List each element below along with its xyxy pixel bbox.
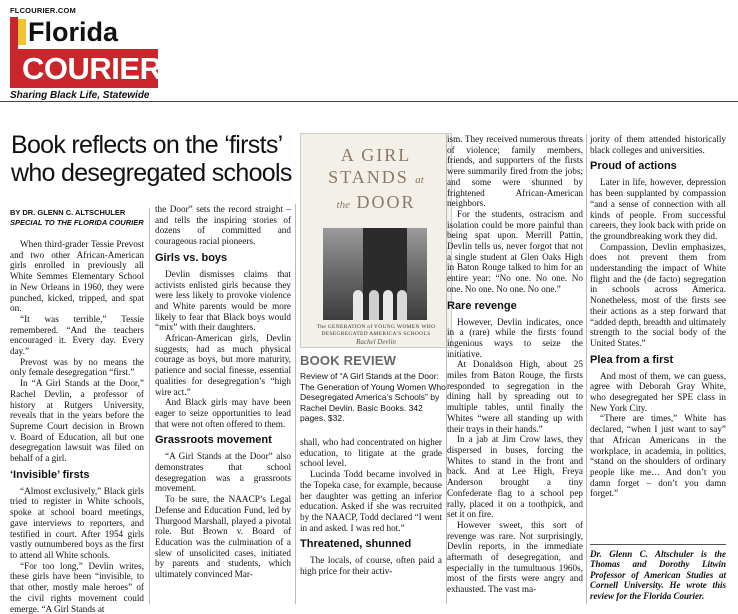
paragraph: The locals, of course, often paid a high price for their activ-: [300, 555, 442, 577]
header-rule: [0, 101, 738, 102]
cover-photo: [323, 228, 427, 320]
paragraph: the Door” sets the record straight – and tells the inspiring stories of dozens of committed and courageous racial pioneers.: [155, 204, 291, 247]
column-divider: [295, 204, 296, 604]
cover-title-word: DOOR: [356, 192, 416, 212]
book-review-info: Review of “A Girl Stands at the Door: The Generation of Young Women Who Desegregated America’s Schools” by Rachel Devlin. Basic Books. 342 pages. $32.: [300, 371, 446, 423]
subhead: ‘Invisible’ firsts: [10, 468, 90, 481]
paragraph: shall, who had concentrated on higher education, to litigate at the grade school level.: [300, 437, 442, 469]
article-column-4: [447, 134, 583, 595]
book-cover-author: Rachel Devlin: [356, 338, 396, 346]
cover-title-line: [301, 166, 451, 191]
article-column-1: [10, 208, 144, 614]
paragraph: ism. They received numerous threats of violence; family members, friends, and supporters of the firsts were summarily fired from the jobs; and some were shunned by frightened African-American neighbors.: [447, 134, 583, 209]
cover-title-line: [301, 191, 451, 216]
cover-title-word: at: [415, 174, 424, 186]
book-review-label: BOOK REVIEW: [300, 353, 397, 368]
article-column-5: [590, 134, 726, 499]
paragraph: Later in life, however, depression has been supplanted by compassion “and a sense of connection with all kinds of people. From successful careers, they look back with pride on the groundbreaking work they did.: [590, 177, 726, 241]
subhead: Proud of actions: [590, 160, 677, 173]
column-divider: [586, 134, 587, 604]
subhead: Girls vs. boys: [155, 251, 228, 264]
book-cover-subtitle: The GENERATION of YOUNG WOMEN WHO DESEGREGATED AMERICA’S SCHOOLS: [316, 324, 436, 337]
paragraph: At Donaldson High, about 25 miles from Baton Rouge, the firsts responded to segregation in the dining hall by spreading out to multiple tables, until finally the Whites “were all standing up with their trays in their hands.”: [447, 359, 583, 434]
paragraph: “It was terrible,” Tessie remembered. “And the teachers encouraged it. Every day. Every day.”: [10, 313, 144, 357]
logo-courier: COURIER: [18, 49, 158, 88]
byline: [10, 208, 144, 227]
paragraph: Devlin dismisses claims that activists enlisted girls because they were less likely to provoke violence and White parents would be more likely to fear that Black boys would “mix” with their daughters.: [155, 268, 291, 333]
cover-figure: [369, 290, 379, 320]
paragraph: “For too long,” Devlin writes, these girls have been “invisible, to that other, mostly male heroes” of the civil rights movement could emerge. “A Girl Stands at: [10, 560, 144, 614]
subhead: Threatened, shunned: [300, 538, 412, 551]
byline-author: BY DR. GLENN C. ALTSCHULER: [10, 208, 126, 217]
article-headline: Book reflects on the ‘firsts’ who desegregated schools: [11, 131, 292, 187]
logo-yellow-block: [18, 19, 26, 45]
cover-title-word: the: [336, 199, 350, 211]
paragraph: However, Devlin indicates, once in a (rare) while the firsts found ingenious ways to seize the initiative.: [447, 316, 583, 359]
logo-red-bar: [10, 17, 18, 88]
paragraph: Compassion, Devlin emphasizes, does not prevent them from understanding the impact of White flight and the (de facto) segregation in schools across America. Nonetheless, most of the firsts see their actions as a step forward that “added depth, breadth and ultimately strength to the social body of the United States.”: [590, 241, 726, 348]
cover-figure: [383, 290, 393, 320]
paragraph: And Black girls may have been eager to seize opportunities to lead that were not often offered to them.: [155, 397, 291, 429]
tagline: Sharing Black Life, Statewide: [10, 90, 150, 101]
paragraph: For the students, ostracism and isolation could be more painful than being spat upon. Merrill Pattin, Devlin tells us, never forgot that not a single student at Glen Oaks High in Baton Rouge talked to him for an entire year: “No one. No one. No one. No one. No one. No one.”: [447, 208, 583, 294]
logo-florida: [18, 17, 155, 47]
paragraph: When third-grader Tessie Prevost and two other African-American girls enrolled in previously all White Semmes Elementary School in New Orleans in 1960, they were punched, kicked, tripped, and spat on.: [10, 239, 144, 314]
byline-credit: SPECIAL TO THE FLORIDA COURIER: [10, 217, 144, 227]
paragraph: In “A Girl Stands at the Door,” Rachel Devlin, a professor of history at Rutgers University, reveals that in the years before the Supreme Court decision in Brown v. Board of Education, all but one desegregation lawsuit was filed on behalf of a girl.: [10, 378, 144, 464]
column-divider: [149, 208, 150, 604]
paragraph: To be sure, the NAACP’s Legal Defense and Education Fund, led by Thurgood Marshall, played a pivotal role. But Brown v. Board of Education was the culmination of a slew of unsolicited cases, initiated by parents and students, which ultimately convinced Mar-: [155, 494, 291, 580]
paragraph: “Almost exclusively,” Black girls tried to register in White schools, spoke at school board meetings, gave interviews to reporters, and testified in court. After 1954 girls vastly outnumbered boys as the first to attend all White schools.: [10, 485, 144, 560]
cover-title-line: A GIRL: [340, 145, 412, 165]
cover-title-word: STANDS: [328, 167, 409, 187]
paragraph: jority of them attended historically black colleges and universities.: [590, 134, 726, 155]
book-cover-title: [301, 144, 451, 216]
logo-florida-text: Florida: [28, 17, 119, 47]
paragraph: African-American girls, Devlin suggests, had as much physical courage as boys, but more maturity, patience and social finesse, essential qualities for desegregation’s “high wire act.”: [155, 333, 291, 397]
cover-figure: [397, 290, 407, 320]
paragraph: Prevost was by no means the only female desegregation “first.”: [10, 356, 144, 378]
paragraph: Lucinda Todd became involved in the Topeka case, for example, because her daughter was getting an inferior education. Asked if she was recruited by the NAACP, Todd declared “I went in and asked. I was red hot.”: [300, 469, 442, 533]
paragraph: “There are times,” White has declared, “when I just want to say” that African Americans in the workplace, in academia, in politics, “stand on the shoulders of ordinary people like me… And don’t you damn forget – don’t you damn forget.”: [590, 413, 726, 499]
subhead: Grassroots movement: [155, 434, 272, 447]
book-cover-image: [300, 133, 452, 348]
newspaper-logo: [10, 17, 160, 100]
author-bio: Dr. Glenn C. Altschuler is the Thomas and Dorothy Litwin Professor of American Studies at Cornell University. He wrote this review for the Florida Courier.: [590, 544, 726, 601]
article-column-2: [155, 204, 291, 580]
subhead: Plea from a first: [590, 353, 674, 366]
subhead: Rare revenge: [447, 299, 517, 312]
paragraph: And most of them, we can guess, agree with Deborah Gray White, who desegregated her SPE class in New York City.: [590, 370, 726, 413]
site-url[interactable]: FLCOURIER.COM: [10, 6, 76, 15]
paragraph: However sweet, this sort of revenge was rare. Not surprisingly, Devlin reports, in the immediate aftermath of desegregation, and especially in the tumultuous 1960s, most of the firsts were angry and exhausted. The vast ma-: [447, 519, 583, 595]
paragraph: “A Girl Stands at the Door” also demonstrates that school desegregation was a grassroots movement.: [155, 451, 291, 494]
paragraph: In a jab at Jim Crow laws, they dispersed in buses, forcing the Whites to stand in the front and back. And at Lee High, Freya Anderson brought a tiny Confederate flag to a school pep rally, placed it on a toothpick, and set it on fire.: [447, 434, 583, 520]
cover-figure: [353, 290, 363, 320]
masthead: [10, 6, 160, 100]
article-column-3: [300, 437, 442, 577]
